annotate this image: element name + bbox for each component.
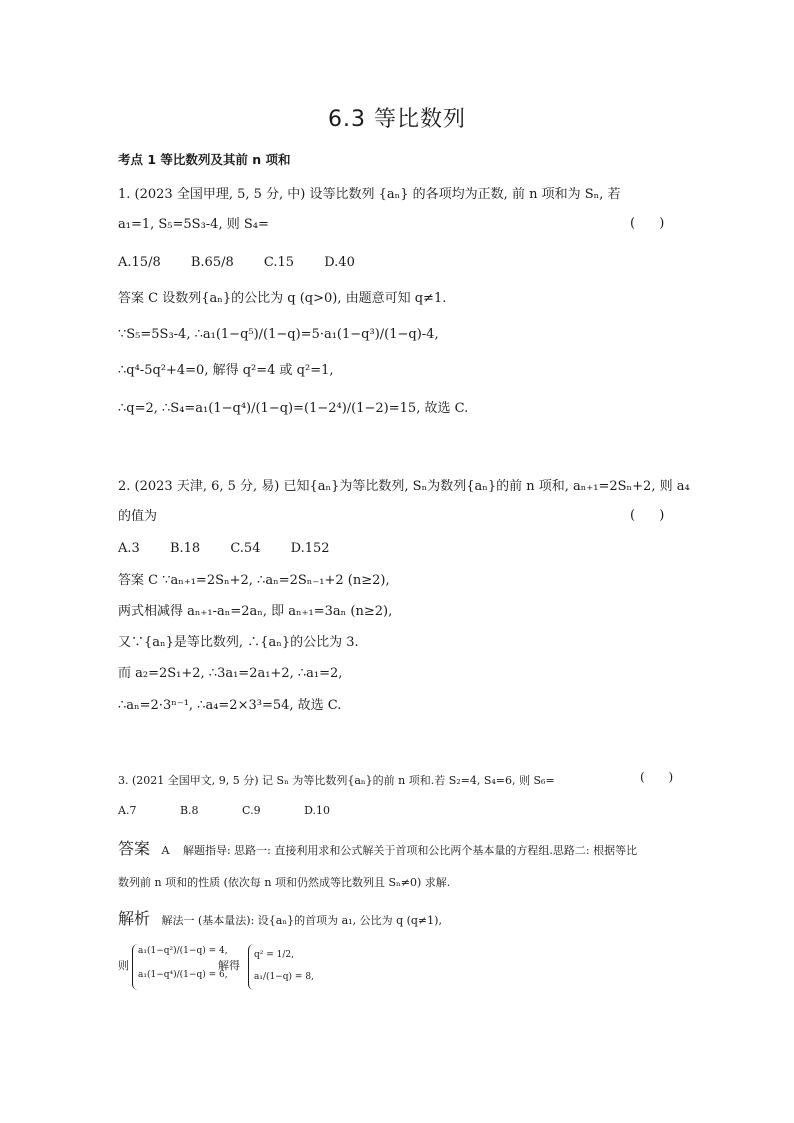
q3-option-a: A.7 bbox=[118, 804, 137, 817]
q3-answer-bracket: ( ) bbox=[640, 770, 684, 784]
q2-stem-line1: 2. (2023 天津, 6, 5 分, 易) 已知{aₙ}为等比数列, Sₙ为数列{aₙ}的前 n 项和, aₙ₊₁=2Sₙ+2, 则 a₄ bbox=[118, 479, 690, 494]
q2-stem-line2: 的值为 bbox=[118, 509, 158, 524]
q3-options bbox=[118, 802, 356, 820]
page-title: 6.3 等比数列 bbox=[328, 107, 466, 132]
q3-solution-text: 解法一 (基本量法): 设{aₙ}的首项为 a₁, 公比为 q (q≠1), bbox=[161, 914, 442, 927]
q2-answer-line1: 答案 C ∵aₙ₊₁=2Sₙ+2, ∴aₙ=2Sₙ₋₁+2 (n≥2), bbox=[118, 573, 390, 588]
q3-answer-line2: 数列前 n 项和的性质 (依次每 n 项和仍然成等比数列且 Sₙ≠0) 求解. bbox=[118, 876, 451, 889]
q1-answer-line4: ∴q=2, ∴S₄=a₁(1−q⁴)/(1−q)=(1−2⁴)/(1−2)=15, 故选 C. bbox=[118, 401, 469, 416]
q1-answer-line3: ∴q⁴-5q²+4=0, 解得 q²=4 或 q²=1, bbox=[118, 363, 334, 378]
q2-option-b: B.18 bbox=[169, 541, 201, 556]
q3-answer-line1 bbox=[118, 840, 637, 860]
q1-stem-line1: 1. (2023 全国甲理, 5, 5 分, 中) 设等比数列 {aₙ} 的各项均为正数, 前 n 项和为 Sₙ, 若 bbox=[118, 187, 621, 202]
q1-option-c: C.15 bbox=[263, 255, 295, 270]
q3-system-res2: a₁/(1−q) = 8, bbox=[254, 972, 314, 982]
q3-system-mid: 解得 bbox=[218, 959, 240, 972]
q2-options bbox=[118, 540, 356, 558]
q1-option-a: A.15/8 bbox=[118, 255, 161, 270]
q2-answer-line4: 而 a₂=2S₁+2, ∴3a₁=2a₁+2, ∴a₁=2, bbox=[118, 666, 343, 681]
q3-system-prefix: 则 bbox=[118, 959, 129, 972]
q1-options bbox=[118, 254, 381, 272]
q3-system-eq1: a₁(1−q²)/(1−q) = 4, bbox=[138, 946, 228, 956]
q1-answer-bracket: ( ) bbox=[630, 216, 675, 231]
q3-system-res1: q² = 1/2, bbox=[254, 950, 294, 960]
q2-answer-line3: 又∵{aₙ}是等比数列, ∴{aₙ}的公比为 3. bbox=[118, 635, 359, 650]
q3-answer-guide: 解题指导: 思路一: 直接利用求和公式解关于首项和公比两个基本量的方程组.思路二: 根据等比 bbox=[182, 844, 638, 857]
q3-option-b: B.8 bbox=[179, 804, 199, 817]
section-heading: 考点 1 等比数列及其前 n 项和 bbox=[118, 152, 291, 167]
q2-answer-line5: ∴aₙ=2·3ⁿ⁻¹, ∴a₄=2×3³=54, 故选 C. bbox=[118, 698, 342, 713]
q2-answer-line2: 两式相减得 aₙ₊₁-aₙ=2aₙ, 即 aₙ₊₁=3aₙ (n≥2), bbox=[118, 604, 393, 619]
q3-solution-tag: 解析 bbox=[118, 909, 151, 928]
q3-option-c: C.9 bbox=[242, 804, 261, 817]
q2-answer-bracket: ( ) bbox=[630, 508, 675, 523]
q1-answer-line1: 答案 C 设数列{aₙ}的公比为 q (q>0), 由题意可知 q≠1. bbox=[118, 291, 447, 306]
q3-option-d: D.10 bbox=[304, 804, 330, 817]
q3-stem: 3. (2021 全国甲文, 9, 5 分) 记 Sₙ 为等比数列{aₙ}的前 n 项和.若 S₂=4, S₄=6, 则 S₆= bbox=[118, 774, 555, 787]
q3-answer-tag: 答案 bbox=[118, 839, 151, 858]
q3-system-eq2: a₁(1−q⁴)/(1−q) = 6, bbox=[138, 970, 228, 980]
q2-option-a: A.3 bbox=[118, 541, 140, 556]
q3-solution-line1 bbox=[118, 910, 442, 930]
q1-answer-line2: ∵S₅=5S₃-4, ∴a₁(1−q⁵)/(1−q)=5·a₁(1−q³)/(1−q)-4, bbox=[118, 327, 439, 342]
q2-option-c: C.54 bbox=[230, 541, 261, 556]
q3-answer-letter: A bbox=[161, 844, 170, 857]
q1-option-b: B.65/8 bbox=[190, 255, 234, 270]
q1-stem-line2: a₁=1, S₅=5S₃-4, 则 S₄= bbox=[118, 217, 269, 232]
q2-option-d: D.152 bbox=[290, 541, 330, 556]
q1-option-d: D.40 bbox=[324, 255, 355, 270]
